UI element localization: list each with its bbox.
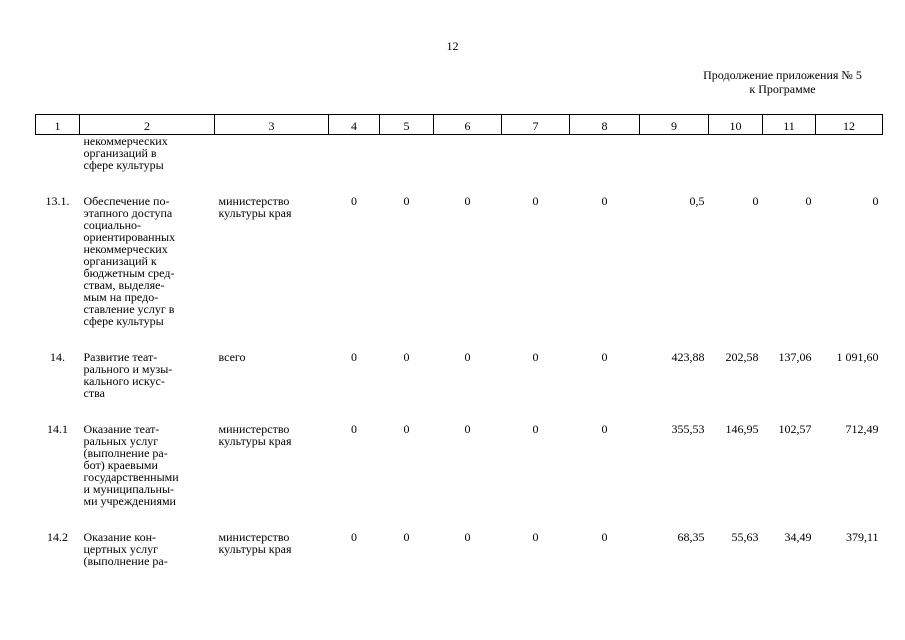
measure-name (80, 423, 215, 507)
value-cell-col-9: 0,5 (689, 194, 705, 208)
executor (215, 135, 329, 172)
executor (215, 195, 329, 327)
executor (215, 351, 329, 399)
value-cell-col-9: 355,53 (671, 422, 705, 436)
header-cell: 1 (36, 115, 80, 135)
page-number: 12 (446, 39, 459, 53)
executor-line: культуры края (218, 542, 292, 556)
value-cell-col-4: 0 (351, 422, 357, 436)
measure-name-line: сфере культуры (83, 158, 164, 172)
spacer-cell (36, 399, 883, 423)
measure-name-line: Развитие теат- (83, 350, 158, 364)
value-cell-col-5 (380, 135, 434, 172)
measure-name-line: (выполнение ра- (83, 446, 168, 460)
header-row (36, 115, 883, 135)
value-cell-col-12 (816, 135, 883, 172)
row-number (36, 135, 80, 172)
measure-name-line: некоммерческих (83, 242, 168, 256)
measure-name-line: Оказание кон- (83, 530, 157, 544)
measure-name-line: (выполнение ра- (83, 554, 168, 568)
value-cell-col-12: 1 091,60 (836, 350, 879, 364)
row-spacer (36, 171, 883, 195)
executor-line: культуры края (218, 206, 292, 220)
value-cell-col-12: 712,49 (845, 422, 879, 436)
continuation-line-2: к Программе (749, 82, 816, 96)
value-cell-col-10: 202,58 (725, 350, 759, 364)
value-cell-col-7: 0 (532, 350, 539, 364)
continuation-note (690, 68, 875, 96)
measure-name-line: Обеспечение по- (83, 194, 170, 208)
value-cell-col-7 (502, 135, 570, 172)
header-cell: 10 (709, 115, 763, 135)
value-cell-col-8: 0 (601, 194, 608, 208)
executor-line: культуры края (218, 434, 292, 448)
value-cell-col-12: 379,11 (845, 530, 879, 544)
measure-name-line: ства (83, 386, 105, 400)
measure-name-line: этапного доступа (83, 206, 173, 220)
continuation-line-1: Продолжение приложения № 5 (703, 68, 862, 82)
measure-name-line: рального и музы- (83, 362, 173, 376)
spacer-cell (36, 507, 883, 531)
value-cell-col-7: 0 (532, 530, 539, 544)
measure-name-line: бюджетным сред- (83, 266, 175, 280)
value-cell-col-7: 0 (532, 422, 539, 436)
header-cell: 8 (570, 115, 640, 135)
header-cell: 7 (502, 115, 570, 135)
header-cell: 9 (640, 115, 709, 135)
executor (215, 531, 329, 567)
row-number: 13.1. (45, 194, 70, 208)
row-spacer (36, 507, 883, 531)
executor (215, 423, 329, 507)
measure-name-line: сфере культуры (83, 314, 164, 328)
measure-name-line: ми учреждениями (83, 494, 176, 508)
measure-name-line: ориентированных (83, 230, 176, 244)
measure-name-line: организаций в (83, 146, 157, 160)
measure-name-line: некоммерческих (83, 134, 168, 148)
table-row (36, 135, 883, 172)
table-row (36, 351, 883, 399)
executor-line: министерство (218, 422, 290, 436)
value-cell-col-6 (434, 135, 502, 172)
value-cell-col-8: 0 (601, 422, 608, 436)
value-cell-col-10: 0 (752, 194, 759, 208)
value-cell-col-8 (570, 135, 640, 172)
table-row (36, 531, 883, 567)
measure-name (80, 351, 215, 399)
program-table (35, 114, 883, 567)
value-cell-col-8: 0 (601, 350, 608, 364)
value-cell-col-5: 0 (403, 350, 410, 364)
value-cell-col-10: 55,63 (731, 530, 759, 544)
value-cell-col-12: 0 (872, 194, 879, 208)
value-cell-col-4: 0 (351, 530, 357, 544)
value-cell-col-5: 0 (403, 194, 410, 208)
measure-name-line: ставление услуг в (83, 302, 175, 316)
value-cell-col-11: 34,49 (784, 530, 812, 544)
header-cell: 4 (329, 115, 380, 135)
value-cell-col-8: 0 (601, 530, 608, 544)
measure-name-line: и муниципальны- (83, 482, 174, 496)
value-cell-col-11: 137,06 (778, 350, 812, 364)
value-cell-col-6: 0 (464, 530, 471, 544)
measure-name-line: цертных услуг (83, 542, 159, 556)
value-cell-col-11: 0 (805, 194, 812, 208)
executor-line: министерство (218, 194, 290, 208)
value-cell-col-9 (640, 135, 709, 172)
value-cell-col-10: 146,95 (725, 422, 759, 436)
header-cell: 3 (215, 115, 329, 135)
value-cell-col-6: 0 (464, 194, 471, 208)
spacer-cell (36, 171, 883, 195)
measure-name-line: ральных услуг (83, 434, 159, 448)
row-number: 14. (50, 350, 65, 364)
value-cell-col-6: 0 (464, 422, 471, 436)
row-spacer (36, 327, 883, 351)
value-cell-col-4 (329, 135, 380, 172)
row-spacer (36, 399, 883, 423)
executor-line: министерство (218, 530, 290, 544)
value-cell-col-10 (709, 135, 763, 172)
value-cell-col-6: 0 (464, 350, 471, 364)
row-number: 14.1 (47, 422, 68, 436)
value-cell-col-4: 0 (351, 350, 357, 364)
header-cell: 11 (763, 115, 816, 135)
value-cell-col-5: 0 (403, 530, 410, 544)
measure-name (80, 531, 215, 567)
value-cell-col-7: 0 (532, 194, 539, 208)
header-cell: 12 (816, 115, 883, 135)
table-row (36, 423, 883, 507)
measure-name-line: Оказание теат- (83, 422, 160, 436)
header-cell: 6 (434, 115, 502, 135)
measure-name-line: организаций к (83, 254, 157, 268)
measure-name-line: социально- (83, 218, 141, 232)
measure-name-line: мым на предо- (83, 290, 159, 304)
value-cell-col-4: 0 (351, 194, 357, 208)
value-cell-col-11: 102,57 (778, 422, 812, 436)
spacer-cell (36, 327, 883, 351)
header-cell: 5 (380, 115, 434, 135)
header-cell: 2 (80, 115, 215, 135)
measure-name-line: бот) краевыми (83, 458, 158, 472)
measure-name-line: кального искус- (83, 374, 165, 388)
measure-name (80, 135, 215, 172)
value-cell-col-9: 423,88 (671, 350, 705, 364)
value-cell-col-11 (763, 135, 816, 172)
value-cell-col-9: 68,35 (677, 530, 705, 544)
value-cell-col-5: 0 (403, 422, 410, 436)
table-row (36, 195, 883, 327)
measure-name (80, 195, 215, 327)
measure-name-line: государственными (83, 470, 179, 484)
executor-line: всего (218, 350, 246, 364)
measure-name-line: ствам, выделяе- (83, 278, 165, 292)
row-number: 14.2 (47, 530, 68, 544)
